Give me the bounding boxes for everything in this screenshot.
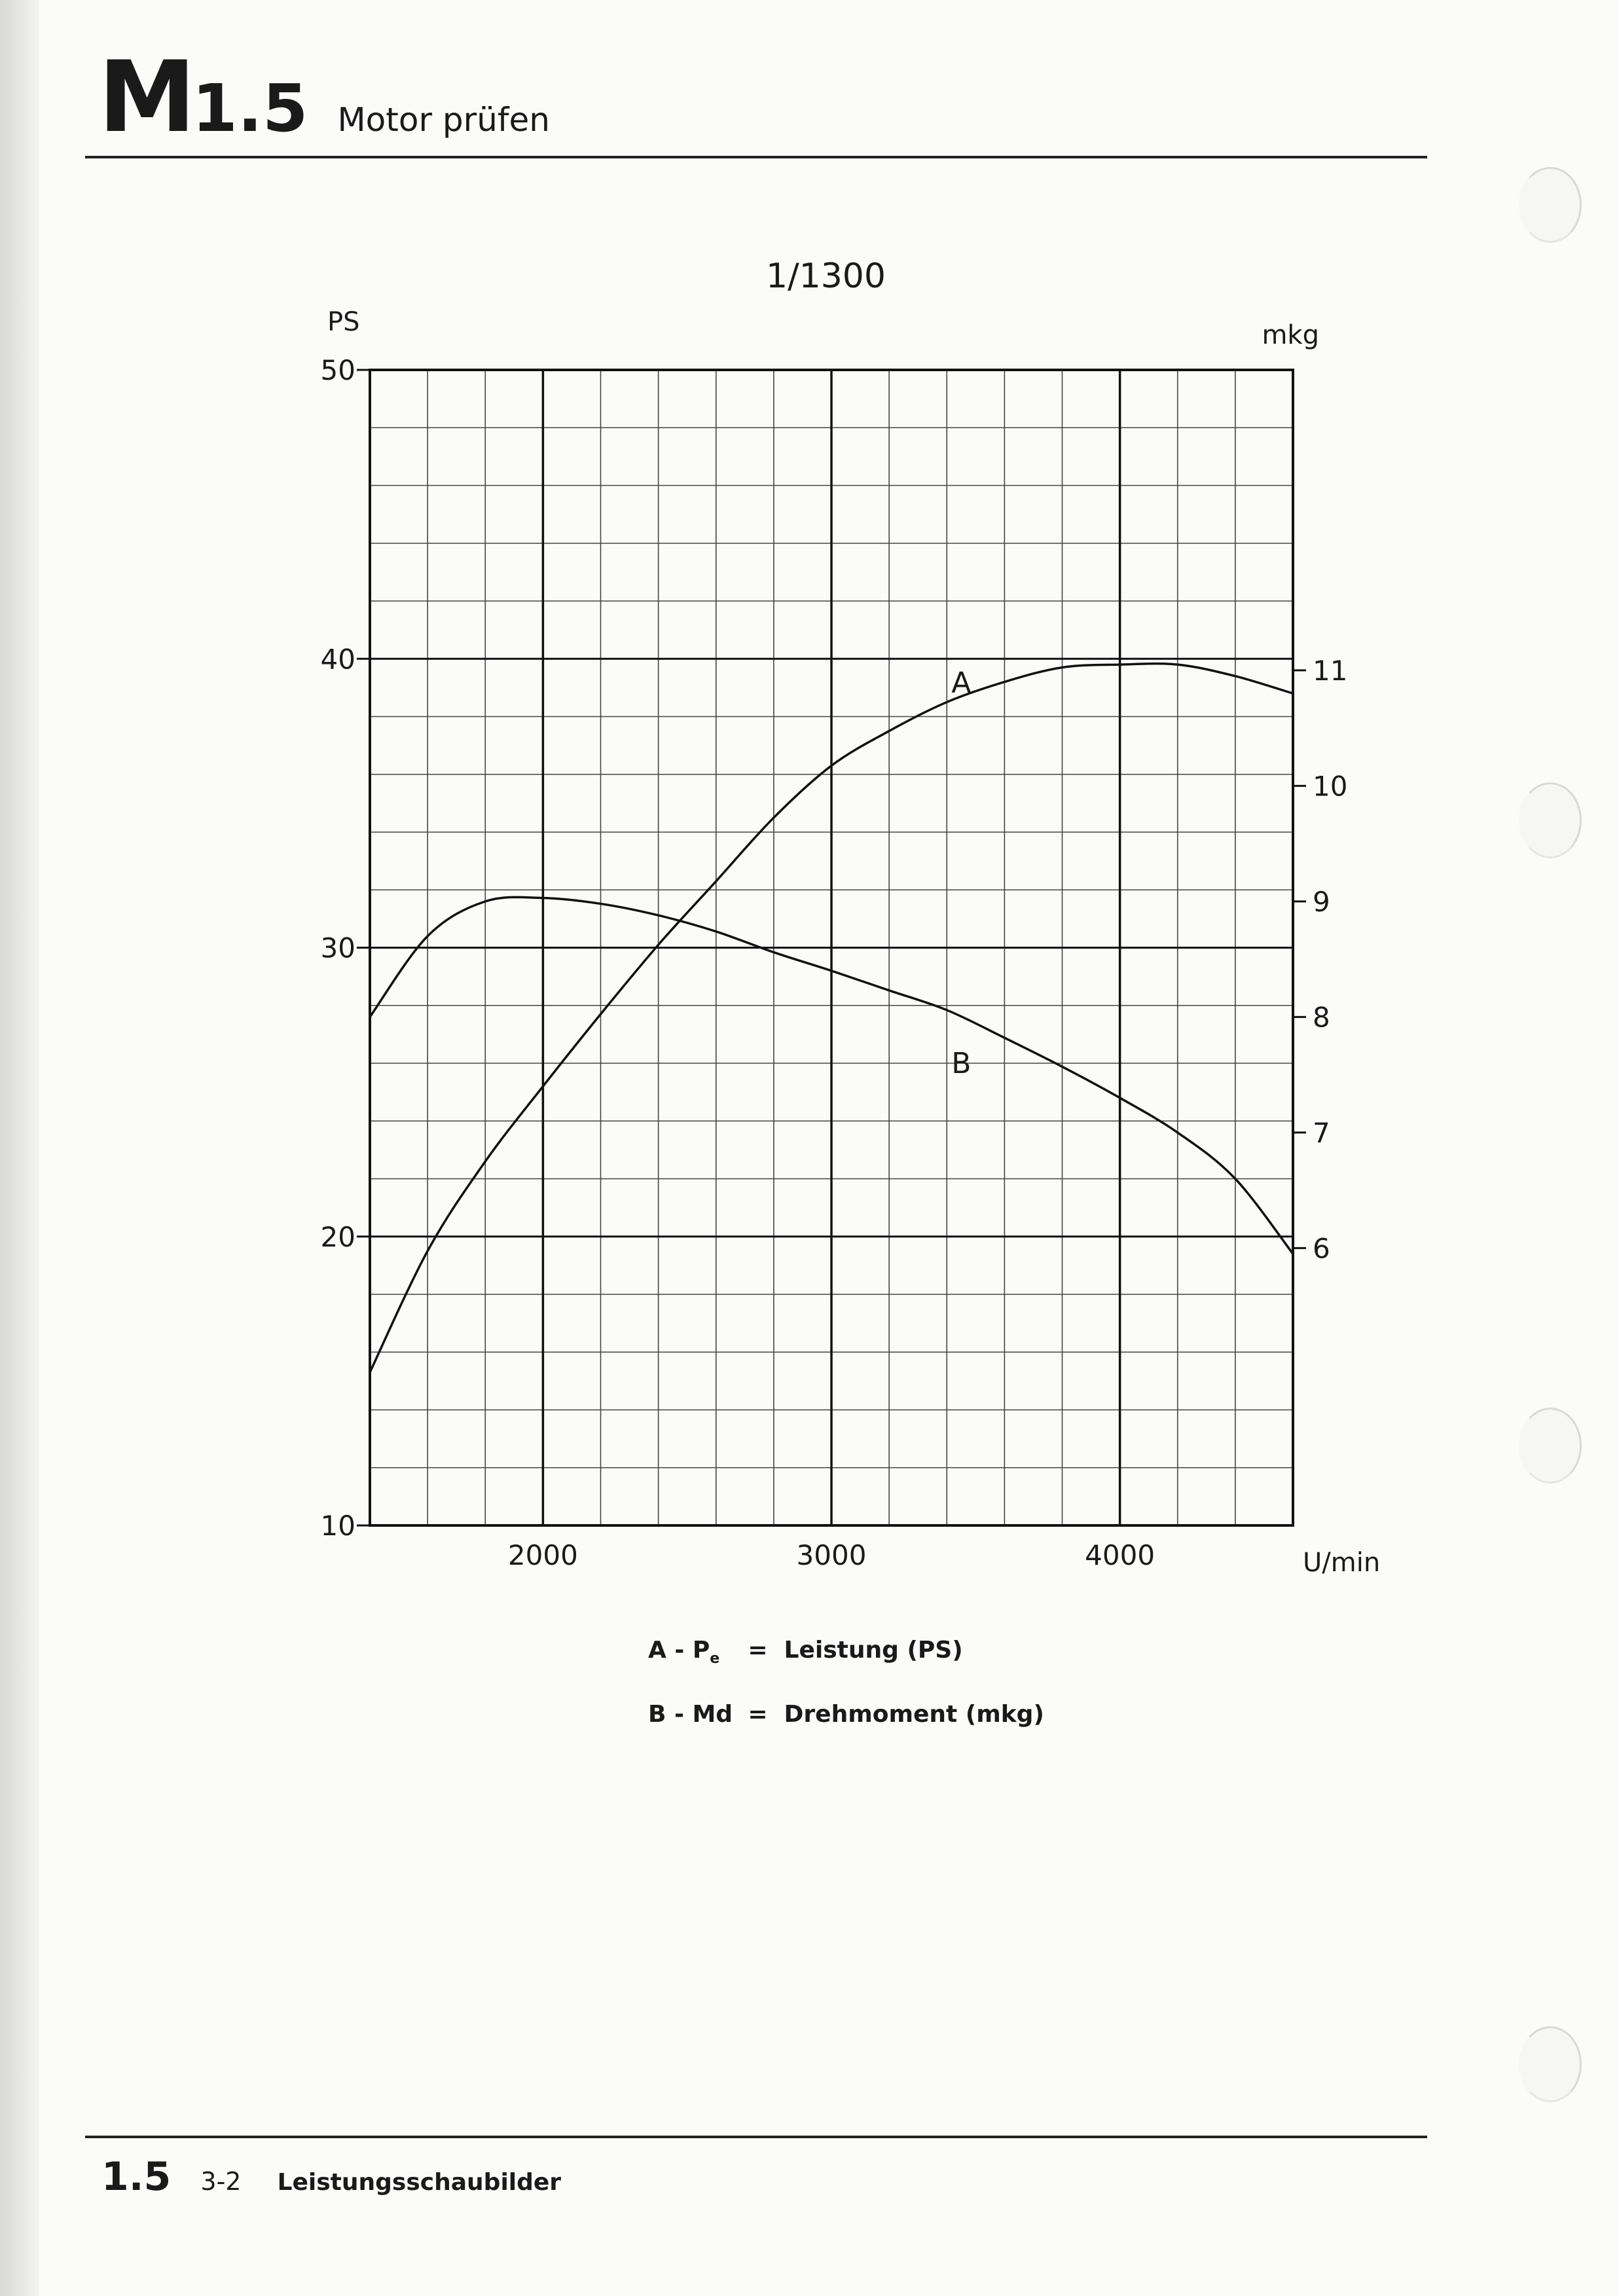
- legend-entry-a: [648, 1637, 963, 1667]
- x-tick-label: 3000: [796, 1539, 867, 1571]
- curve-label-b: B: [951, 1047, 972, 1080]
- legend-desc-a: Leistung (PS): [784, 1637, 963, 1664]
- y-right-tick-label: 10: [1313, 770, 1348, 803]
- footer-rule: [85, 2136, 1427, 2138]
- y-left-tick-label: 50: [320, 354, 355, 386]
- legend-equals: =: [748, 1701, 768, 1728]
- x-axis-label: U/min: [1303, 1548, 1381, 1578]
- footer-page: 3-2: [200, 2167, 242, 2196]
- x-tick-label: 4000: [1085, 1539, 1155, 1571]
- legend-key-b: B - Md: [648, 1701, 733, 1728]
- y-right-axis-label: mkg: [1262, 320, 1319, 350]
- y-left-tick-label: 40: [320, 643, 355, 676]
- x-tick-label: 2000: [507, 1539, 578, 1571]
- footer-label: Leistungsschaubilder: [277, 2169, 562, 2196]
- y-right-tick-label: 11: [1313, 654, 1348, 687]
- y-left-axis-label: PS: [327, 307, 360, 337]
- footer-section: 1.5: [101, 2154, 172, 2200]
- y-left-tick-label: 10: [320, 1510, 355, 1542]
- page-footer: [101, 2154, 561, 2200]
- y-left-tick-label: 20: [320, 1220, 355, 1253]
- legend-equals: =: [748, 1637, 768, 1664]
- page-title: Motor prüfen: [337, 101, 550, 139]
- chart-title: 1/1300: [766, 257, 886, 296]
- legend-key-a: A - $P_e$: [648, 1637, 720, 1667]
- y-right-tick-label: 8: [1313, 1001, 1330, 1034]
- section-code: M1.5: [98, 41, 308, 155]
- y-right-tick-label: 6: [1313, 1232, 1330, 1265]
- y-right-tick-label: 7: [1313, 1116, 1330, 1149]
- legend-desc-b: Drehmoment (mkg): [784, 1701, 1044, 1728]
- legend-entry-b: [648, 1701, 1044, 1728]
- punch-hole: [1519, 2026, 1582, 2102]
- y-right-tick-label: 9: [1313, 885, 1330, 918]
- y-left-tick-label: 30: [320, 932, 355, 964]
- curve-label-a: A: [951, 666, 972, 700]
